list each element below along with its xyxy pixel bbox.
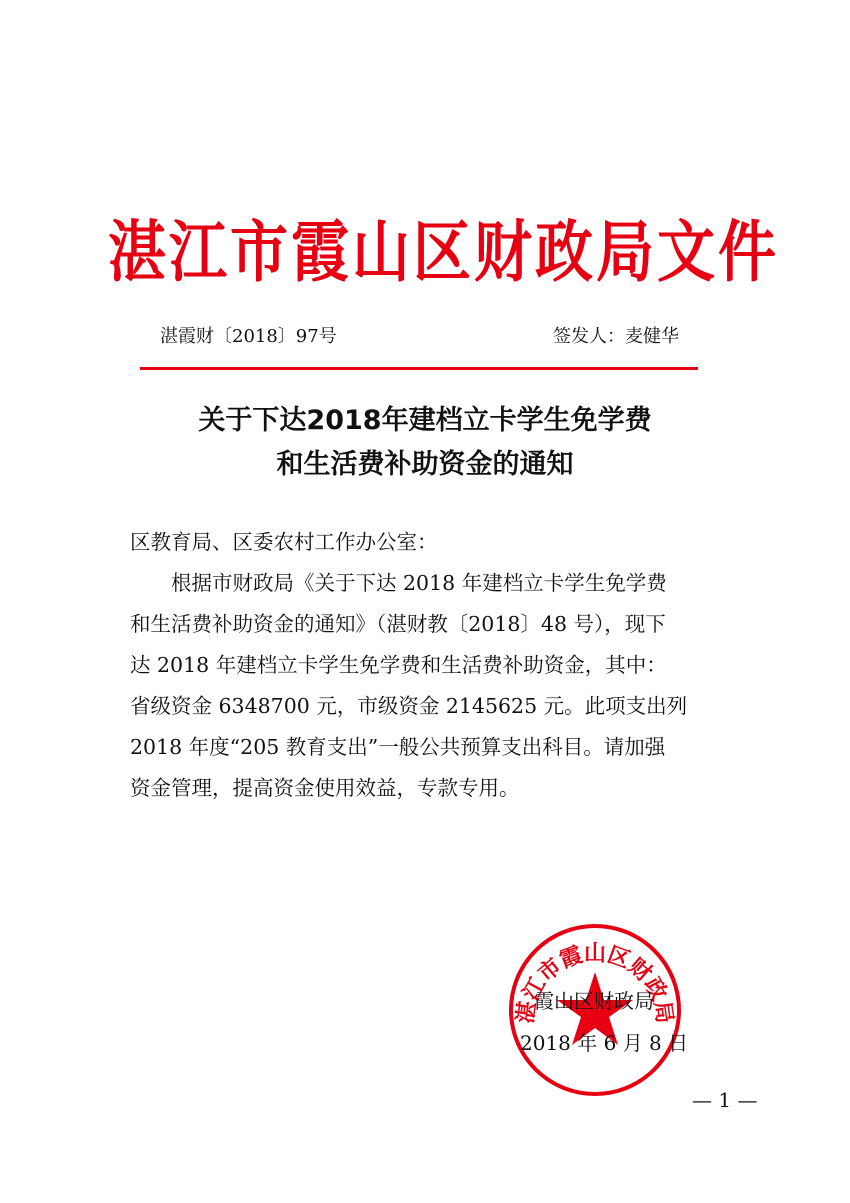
- notice-title-line-1: 关于下达2018年建档立卡学生免学费: [198, 405, 652, 436]
- body-line: 2018 年度“205 教育支出”一般公共预算支出科目。请加强: [130, 735, 666, 759]
- body-line: 达 2018 年建档立卡学生免学费和生活费补助资金，其中：: [130, 653, 667, 677]
- red-divider: [140, 367, 698, 370]
- document-header-title: 湛江市霞山区财政局文件: [108, 212, 780, 292]
- body-line: 和生活费补助资金的通知》（湛财教〔2018〕48 号），现下: [130, 612, 666, 636]
- svg-text:湛江市霞山区财政局: 湛江市霞山区财政局: [513, 941, 677, 1026]
- notice-body: [130, 522, 730, 809]
- page-number: — 1 —: [692, 1088, 758, 1112]
- body-line: 省级资金 6348700 元，市级资金 2145625 元。此项支出列: [130, 694, 688, 718]
- notice-title-line-2: 和生活费补助资金的通知: [276, 449, 574, 480]
- issuer: 霞山区财政局: [534, 989, 654, 1013]
- signer: 签发人：麦健华: [553, 326, 679, 347]
- issue-date: 2018 年 6 月 8 日: [520, 1031, 689, 1055]
- recipients: 区教育局、区委农村工作办公室：: [130, 530, 438, 554]
- document-number: 湛霞财〔2018〕97号: [160, 326, 337, 347]
- body-line: 资金管理，提高资金使用效益，专款专用。: [130, 776, 520, 800]
- body-line: 根据市财政局《关于下达 2018 年建档立卡学生免学费: [130, 571, 667, 595]
